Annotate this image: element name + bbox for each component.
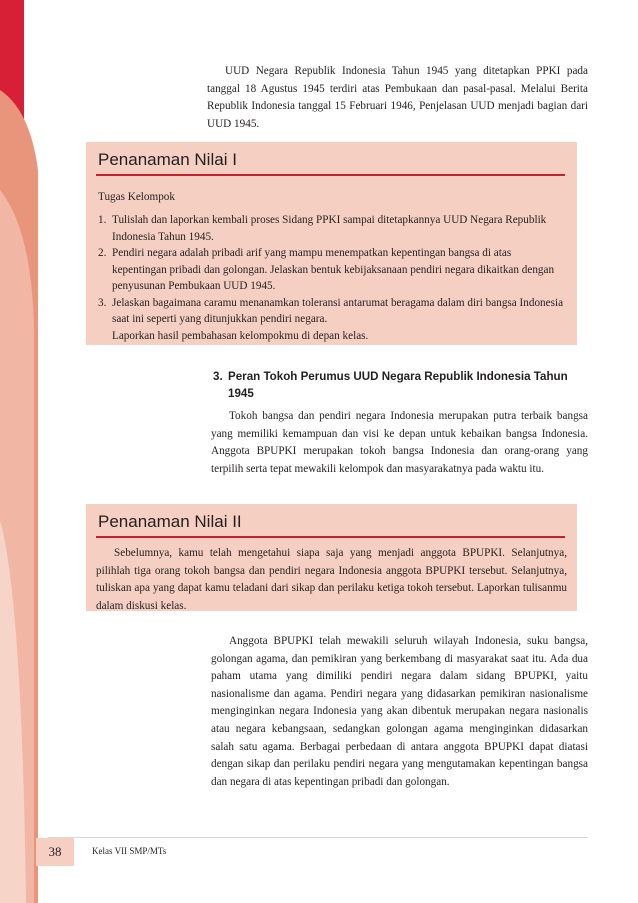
book-label: Kelas VII SMP/MTs — [92, 846, 167, 856]
main-paragraph: Anggota BPUPKI telah mewakili seluruh wilayah Indonesia, suku bangsa, golongan agama, dan pemikiran yang berkembang di masyarakat saat itu. Ada dua paham utama yang dimiliki pendiri negara dalam sidang BPUPKI, yaitu nasionalisme dan agama. Pendiri negara yang didasarkan pemikiran nasionalisme menginginkan negara Indonesia yang akan dibentuk merupakan negara nasionalis atau negara kebangsaan, sedangkan golongan agama menginginkan didasarkan salah satu agama. Berbagai perbedaan di antara anggota BPUPKI dapat diatasi dengan sikap dan perilaku pendiri negara yang mengutamakan kepentingan bangsa dan negara di atas kepentingan pribadi dan golongan. — [211, 635, 588, 788]
box-subtitle: Tugas Kelompok — [98, 191, 175, 203]
list-extra-text: Laporkan hasil pembahasan kelompokmu di depan kelas. — [112, 329, 369, 342]
list-item — [98, 295, 564, 345]
footer-divider — [48, 837, 588, 838]
task-list — [98, 212, 564, 344]
list-number: 2. — [98, 247, 107, 259]
title-rule — [96, 536, 565, 538]
list-item — [98, 212, 564, 245]
section-heading — [213, 368, 573, 402]
page-number: 38 — [36, 838, 74, 866]
section-paragraph: Tokoh bangsa dan pendiri negara Indonesia merupakan putra terbaik bangsa yang memiliki kemampuan dan visi ke depan untuk kebaikan bangsa Indonesia. Anggota BPUPKI merupakan tokoh bangsa Indonesia dan orang-orang yang terpilih serta tepat mewakili kelompok dan masyarakatnya pada waktu itu. — [211, 410, 588, 475]
list-number: 1. — [98, 214, 107, 226]
section-number: 3. — [213, 370, 223, 383]
penanaman-nilai-1-box — [86, 142, 577, 345]
penanaman-nilai-2-box — [86, 504, 577, 611]
list-text: Jelaskan bagaimana caramu menanamkan toleransi antarumat beragama dalam diri bangsa Indonesia saat ini seperti yang ditunjukkan pendiri negara. — [112, 296, 564, 325]
list-number: 3. — [98, 296, 107, 309]
box-paragraph: Sebelumnya, kamu telah mengetahui siapa saja yang menjadi anggota BPUPKI. Selanjutnya, pilihlah tiga orang tokoh bangsa dan pendiri negara Indonesia anggota BPUPKI tersebut. Selanjutnya, tuliskan apa yang dapat kamu teladani dari sikap dan perilaku ketiga tokoh tersebut. Laporkan tulisanmu dalam diskusi kelas. — [96, 547, 567, 612]
section-heading-text: Peran Tokoh Perumus UUD Negara Republik Indonesia Tahun 1945 — [228, 370, 568, 400]
list-text: Pendiri negara adalah pribadi arif yang mampu menempatkan kepentingan bangsa di atas kepentingan pribadi dan golongan. Jelaskan bentuk kebijaksanaan pendiri negara dikaitkan dengan penyusunan Pembukaan UUD 1945. — [112, 247, 555, 292]
box-title: Penanaman Nilai I — [98, 150, 237, 169]
intro-paragraph: UUD Negara Republik Indonesia Tahun 1945 yang ditetapkan PPKI pada tanggal 18 Agustus 1945 terdiri atas Pembukaan dan pasal-pasal. Melalui Berita Republik Indonesia tanggal 15 Februari 1946, Penjelasan UUD menjadi bagian dari UUD 1945. — [207, 65, 588, 130]
box-title: Penanaman Nilai II — [98, 512, 242, 531]
list-item — [98, 245, 564, 295]
list-text: Tulislah dan laporkan kembali proses Sidang PPKI sampai ditetapkannya UUD Negara Republik Indonesia Tahun 1945. — [112, 214, 547, 243]
title-rule — [96, 174, 565, 176]
decorative-side-strip — [0, 0, 38, 903]
